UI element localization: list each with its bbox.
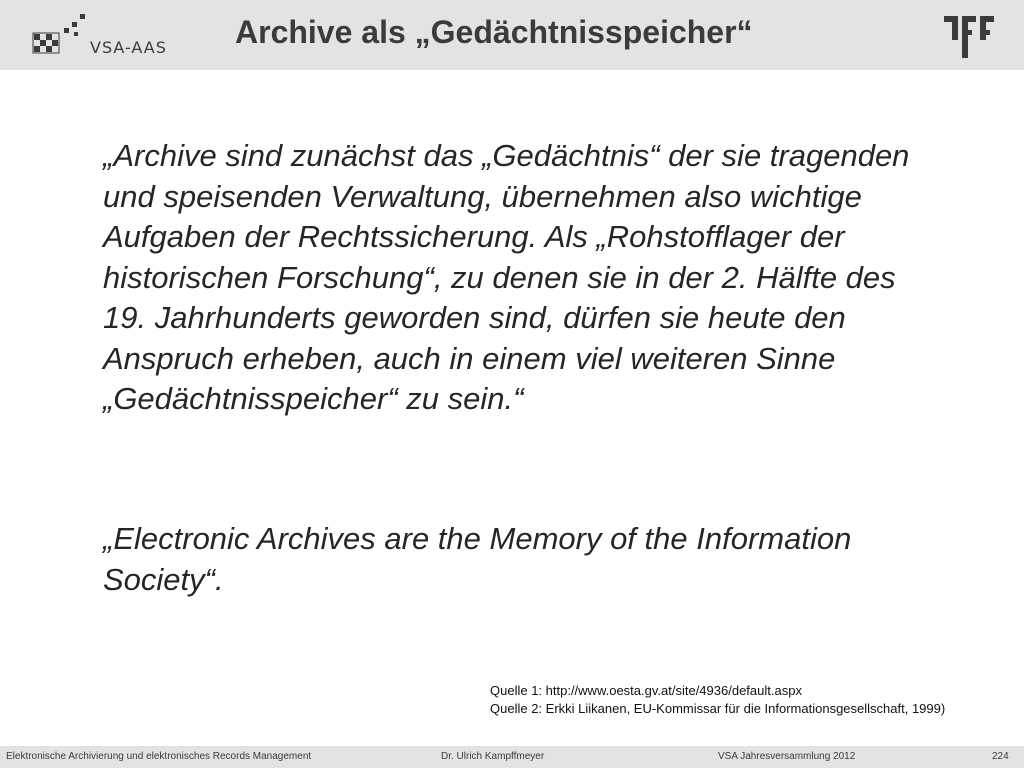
footer-bar	[0, 746, 1024, 768]
logo-text: VSA-AAS	[90, 38, 167, 57]
kff-logo-icon	[944, 14, 994, 58]
quote-archive-memory: „Archive sind zunächst das „Gedächtnis“ der sie tragenden und speisenden Verwaltung, übernehmen also wichtige Aufgaben der Rechtssicherung. Als „Rohstofflager der historischen Forschung“, zu denen sie in der 2. Hälfte des 19. Jahrhunderts geworden sind, dürfen sie heute den Anspruch erheben, auch in einem viel weiteren Sinne „Gedächtnisspeicher“ zu sein.“	[103, 138, 910, 416]
quote-electronic-archives: „Electronic Archives are the Memory of the Information Society“.	[103, 521, 852, 597]
source-2: Quelle 2: Erkki Liikanen, EU-Kommissar für die Informationsgesellschaft, 1999)	[490, 701, 946, 716]
sources-block	[490, 682, 945, 718]
footer-course-title: Elektronische Archivierung und elektronisches Records Management	[6, 751, 312, 762]
footer-event: VSA Jahresversammlung 2012	[718, 751, 856, 762]
header-bar	[0, 0, 1024, 70]
footer-author: Dr. Ulrich Kampffmeyer	[441, 751, 545, 762]
source-1: Quelle 1: http://www.oesta.gv.at/site/4936/default.aspx	[490, 683, 802, 698]
page-title: Archive als „Gedächtnisspeicher“	[235, 14, 753, 50]
page-number: 224	[992, 751, 1009, 762]
